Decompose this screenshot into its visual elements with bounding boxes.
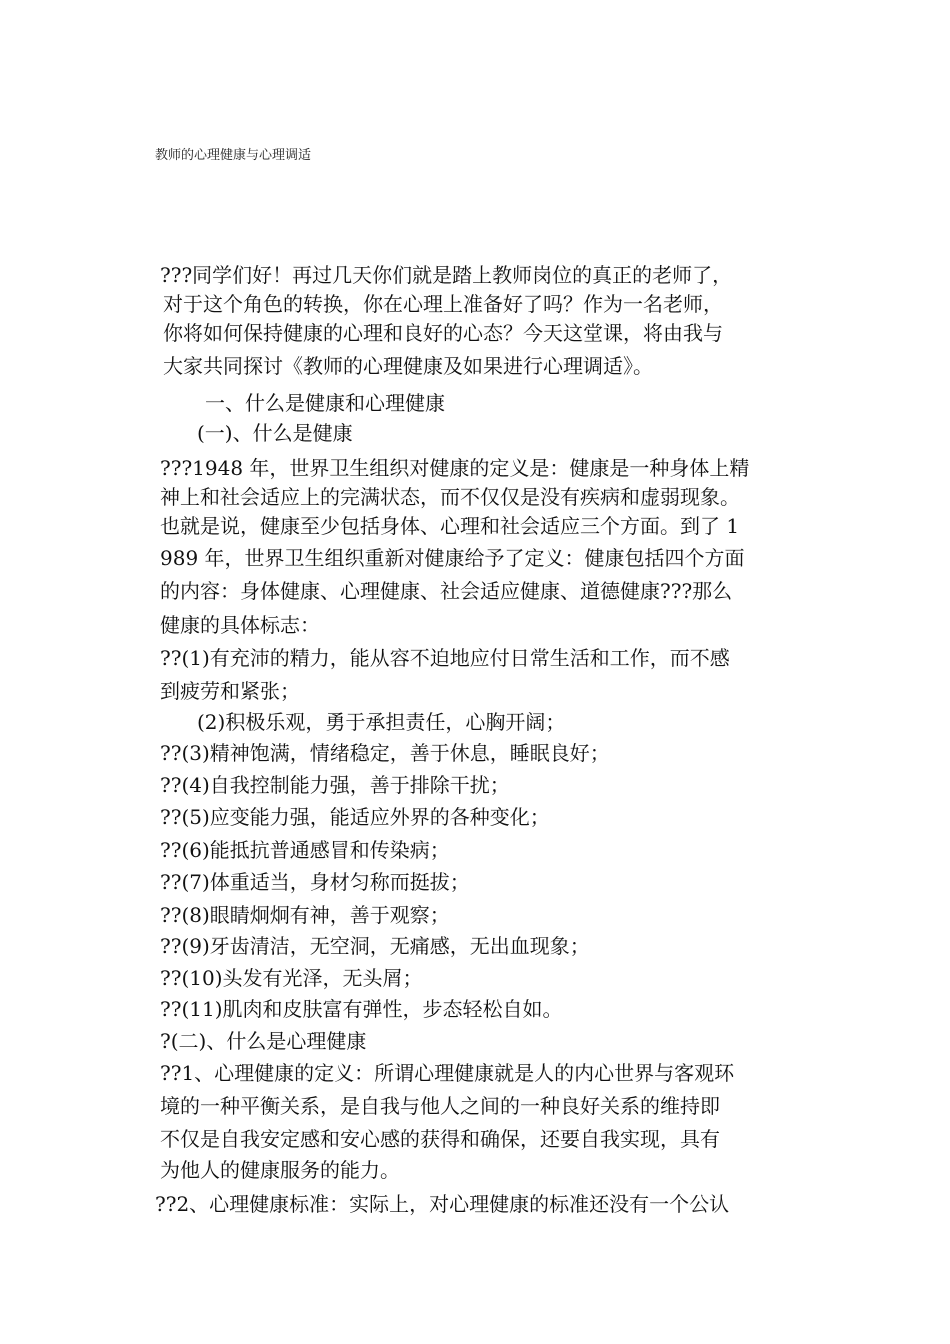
document-line: ??1、心理健康的定义：所谓心理健康就是人的内心世界与客观环 xyxy=(160,1061,735,1085)
document-line: 你将如何保持健康的心理和良好的心态？今天这堂课，将由我与 xyxy=(163,321,723,345)
document-line: 的内容：身体健康、心理健康、社会适应健康、道德健康???那么 xyxy=(160,579,733,603)
document-line: ?(二)、什么是心理健康 xyxy=(160,1029,367,1053)
document-line: 989 年，世界卫生组织重新对健康给予了定义：健康包括四个方面 xyxy=(160,546,745,570)
document-line: ??(4)自我控制能力强，善于排除干扰； xyxy=(160,773,510,797)
document-line: ??(7)体重适当，身材匀称而挺拔； xyxy=(160,870,470,894)
document-line: ??(11)肌肉和皮肤富有弹性，步态轻松自如。 xyxy=(160,997,563,1021)
document-line: ??(3)精神饱满，情绪稳定，善于休息，睡眠良好； xyxy=(160,741,610,765)
document-line: ??(1)有充沛的精力，能从容不迫地应付日常生活和工作，而不感 xyxy=(160,646,730,670)
document-line: ??(9)牙齿清洁，无空洞，无痛感，无出血现象； xyxy=(160,934,590,958)
document-line: (一)、什么是健康 xyxy=(197,421,353,445)
document-line: ???同学们好！再过几天你们就是踏上教师岗位的真正的老师了， xyxy=(160,263,733,287)
document-line: 一、什么是健康和心理健康 xyxy=(205,391,445,415)
document-line: ??2、心理健康标准：实际上，对心理健康的标准还没有一个公认 xyxy=(155,1192,730,1216)
document-line: ??(10)头发有光泽，无头屑； xyxy=(160,966,423,990)
page-header-title: 教师的心理健康与心理调适 xyxy=(155,148,312,163)
document-line: ??(5)应变能力强，能适应外界的各种变化； xyxy=(160,805,550,829)
document-line: 神上和社会适应上的完满状态，而不仅仅是没有疾病和虚弱现象。 xyxy=(160,485,740,509)
document-line: 也就是说，健康至少包括身体、心理和社会适应三个方面。到了 1 xyxy=(160,514,740,538)
document-line: 不仅是自我安定感和安心感的获得和确保，还要自我实现，具有 xyxy=(160,1127,720,1151)
document-line: 对于这个角色的转换，你在心理上准备好了吗？作为一名老师， xyxy=(163,292,723,316)
document-line: 大家共同探讨《教师的心理健康及如果进行心理调适》。 xyxy=(163,354,653,378)
document-line: ???1948 年，世界卫生组织对健康的定义是：健康是一种身体上精 xyxy=(160,456,750,480)
document-line: 境的一种平衡关系，是自我与他人之间的一种良好关系的维持即 xyxy=(160,1094,720,1118)
document-line: ??(8)眼睛炯炯有神，善于观察； xyxy=(160,903,450,927)
document-line: 健康的具体标志： xyxy=(160,613,320,637)
document-line: 到疲劳和紧张； xyxy=(160,679,300,703)
document-line: ??(6)能抵抗普通感冒和传染病； xyxy=(160,838,450,862)
document-line: (2)积极乐观，勇于承担责任，心胸开阔； xyxy=(197,710,566,734)
document-line: 为他人的健康服务的能力。 xyxy=(160,1158,400,1182)
